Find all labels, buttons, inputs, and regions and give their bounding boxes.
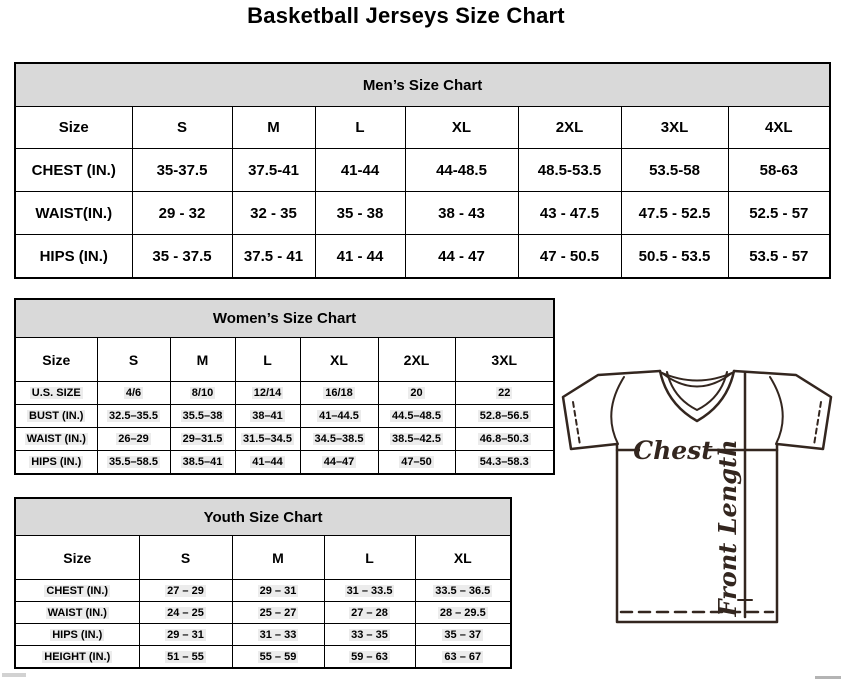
right-cuff-dashed-line <box>814 402 821 445</box>
size-value: 27 – 29 <box>139 580 232 602</box>
womens-size-table <box>14 298 555 475</box>
size-value: 47–50 <box>378 451 455 475</box>
size-value: 41-44 <box>315 149 405 192</box>
column-header: L <box>235 338 300 382</box>
column-header: 3XL <box>621 107 728 149</box>
column-header: Size <box>15 107 132 149</box>
right-armhole-seam <box>770 377 783 444</box>
size-value: 48.5-53.5 <box>518 149 621 192</box>
size-value: 38.5–42.5 <box>378 428 455 451</box>
row-label: HEIGHT (IN.) <box>15 646 139 669</box>
size-value: 33.5 – 36.5 <box>415 580 511 602</box>
column-header: XL <box>405 107 518 149</box>
jersey-measurement-diagram <box>558 364 840 626</box>
size-value: 35 - 38 <box>315 192 405 235</box>
table-row <box>15 149 830 192</box>
row-label: BUST (IN.) <box>15 405 97 428</box>
row-label: WAIST(IN.) <box>15 192 132 235</box>
chest-label: Chest <box>633 436 713 465</box>
size-value: 16/18 <box>300 382 378 405</box>
size-value: 22 <box>455 382 554 405</box>
size-value: 54.3–58.3 <box>455 451 554 475</box>
size-value: 28 – 29.5 <box>415 602 511 624</box>
size-value: 35 - 37.5 <box>132 235 232 279</box>
size-value: 37.5 - 41 <box>232 235 315 279</box>
size-value: 51 – 55 <box>139 646 232 669</box>
youth-size-table <box>14 497 512 669</box>
size-value: 38–41 <box>235 405 300 428</box>
size-value: 63 – 67 <box>415 646 511 669</box>
size-value: 53.5 - 57 <box>728 235 830 279</box>
column-header: 2XL <box>378 338 455 382</box>
row-label: HIPS (IN.) <box>15 235 132 279</box>
column-header: M <box>170 338 235 382</box>
size-value: 29–31.5 <box>170 428 235 451</box>
front-length-label: Front Length <box>713 439 742 617</box>
table-row <box>15 646 511 669</box>
table-row <box>15 580 511 602</box>
size-value: 37.5-41 <box>232 149 315 192</box>
size-value: 29 – 31 <box>139 624 232 646</box>
size-value: 47.5 - 52.5 <box>621 192 728 235</box>
column-header: XL <box>415 536 511 580</box>
womens-table-title: Women’s Size Chart <box>15 299 554 338</box>
column-header: L <box>315 107 405 149</box>
horizontal-scrollbar-thumb-left[interactable] <box>2 673 26 677</box>
left-cuff-dashed-line <box>573 402 580 445</box>
table-row <box>15 192 830 235</box>
table-row <box>15 235 830 279</box>
mens-size-table <box>14 62 831 279</box>
column-header: Size <box>15 536 139 580</box>
column-header: S <box>132 107 232 149</box>
page-title: Basketball Jerseys Size Chart <box>247 3 565 28</box>
column-header: 3XL <box>455 338 554 382</box>
size-value: 35.5–38 <box>170 405 235 428</box>
row-label: WAIST (IN.) <box>15 602 139 624</box>
row-label: HIPS (IN.) <box>15 451 97 475</box>
row-label: CHEST (IN.) <box>15 149 132 192</box>
column-header: M <box>232 536 324 580</box>
size-value: 41 - 44 <box>315 235 405 279</box>
table-row <box>15 602 511 624</box>
size-value: 41–44 <box>235 451 300 475</box>
table-row <box>15 451 554 475</box>
column-header: 4XL <box>728 107 830 149</box>
size-value: 20 <box>378 382 455 405</box>
size-value: 58-63 <box>728 149 830 192</box>
jersey-outline <box>563 371 831 622</box>
size-value: 32.5–35.5 <box>97 405 170 428</box>
size-value: 52.8–56.5 <box>455 405 554 428</box>
row-label: CHEST (IN.) <box>15 580 139 602</box>
column-header: Size <box>15 338 97 382</box>
column-header: S <box>139 536 232 580</box>
mens-table-title: Men’s Size Chart <box>15 63 830 107</box>
size-value: 29 - 32 <box>132 192 232 235</box>
size-value: 43 - 47.5 <box>518 192 621 235</box>
table-row <box>15 382 554 405</box>
size-value: 44.5–48.5 <box>378 405 455 428</box>
youth-table-title: Youth Size Chart <box>15 498 511 536</box>
column-header: XL <box>300 338 378 382</box>
column-header: M <box>232 107 315 149</box>
size-value: 35 – 37 <box>415 624 511 646</box>
size-value: 8/10 <box>170 382 235 405</box>
size-value: 35-37.5 <box>132 149 232 192</box>
size-value: 27 – 28 <box>324 602 415 624</box>
row-label: HIPS (IN.) <box>15 624 139 646</box>
size-value: 59 – 63 <box>324 646 415 669</box>
size-value: 35.5–58.5 <box>97 451 170 475</box>
left-armhole-seam <box>611 377 624 444</box>
size-value: 12/14 <box>235 382 300 405</box>
size-value: 4/6 <box>97 382 170 405</box>
size-value: 55 – 59 <box>232 646 324 669</box>
size-value: 31.5–34.5 <box>235 428 300 451</box>
size-value: 26–29 <box>97 428 170 451</box>
row-label: U.S. SIZE <box>15 382 97 405</box>
size-value: 34.5–38.5 <box>300 428 378 451</box>
size-value: 41–44.5 <box>300 405 378 428</box>
size-value: 52.5 - 57 <box>728 192 830 235</box>
size-value: 25 – 27 <box>232 602 324 624</box>
size-value: 38 - 43 <box>405 192 518 235</box>
size-value: 33 – 35 <box>324 624 415 646</box>
size-value: 31 – 33 <box>232 624 324 646</box>
size-value: 29 – 31 <box>232 580 324 602</box>
size-value: 50.5 - 53.5 <box>621 235 728 279</box>
size-value: 38.5–41 <box>170 451 235 475</box>
row-label: WAIST (IN.) <box>15 428 97 451</box>
column-header: L <box>324 536 415 580</box>
size-value: 44 - 47 <box>405 235 518 279</box>
size-value: 24 – 25 <box>139 602 232 624</box>
size-value: 46.8–50.3 <box>455 428 554 451</box>
size-value: 53.5-58 <box>621 149 728 192</box>
size-value: 44-48.5 <box>405 149 518 192</box>
column-header: 2XL <box>518 107 621 149</box>
size-value: 47 - 50.5 <box>518 235 621 279</box>
table-row <box>15 405 554 428</box>
table-row <box>15 624 511 646</box>
size-value: 44–47 <box>300 451 378 475</box>
size-value: 31 – 33.5 <box>324 580 415 602</box>
table-row <box>15 428 554 451</box>
column-header: S <box>97 338 170 382</box>
size-value: 32 - 35 <box>232 192 315 235</box>
